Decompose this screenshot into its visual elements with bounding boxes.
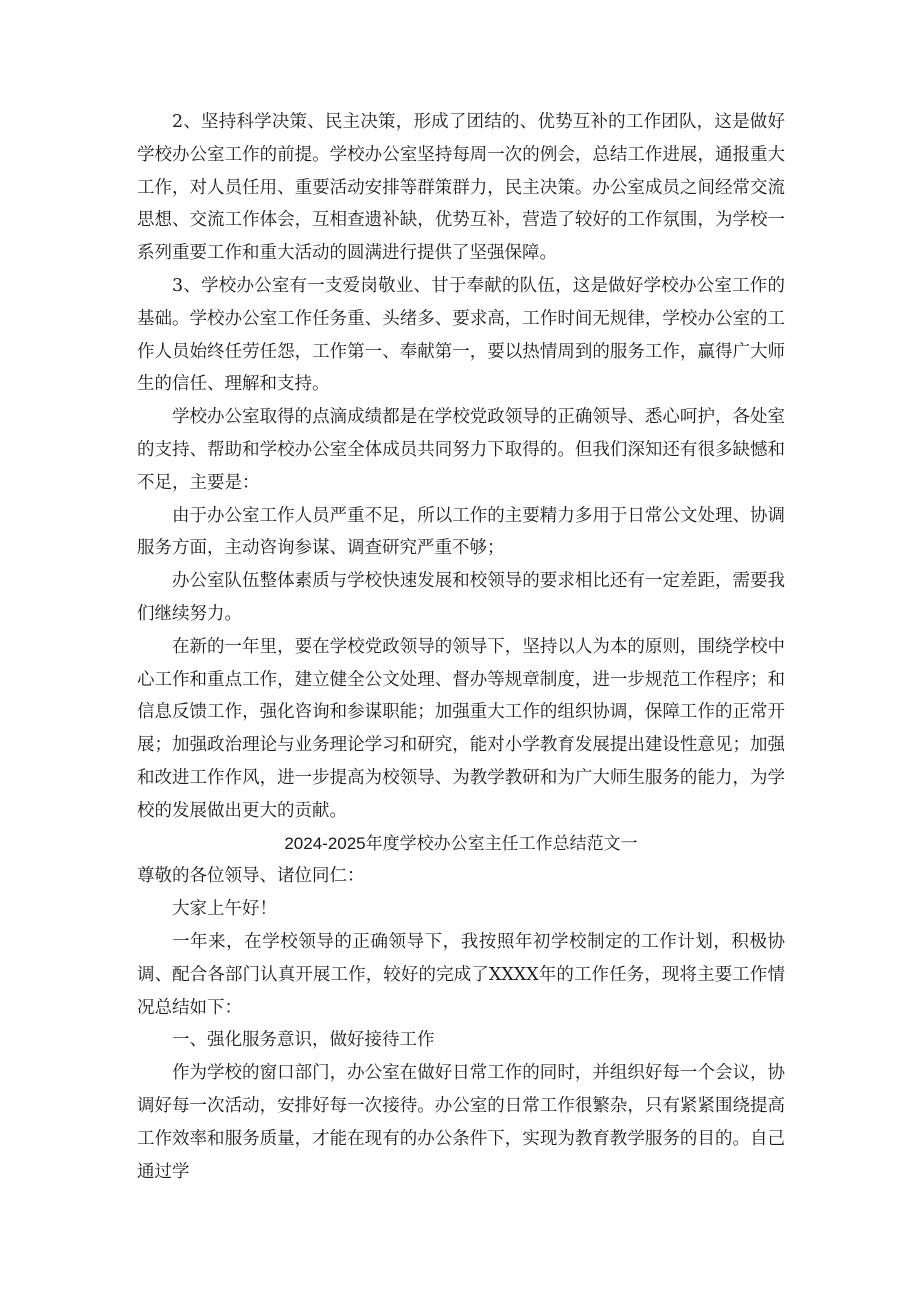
paragraph-shortcoming-1: 由于办公室工作人员严重不足，所以工作的主要精力多用于日常公文处理、协调服务方面，主动咨询参谋、调查研究严重不够； xyxy=(137,505,785,559)
section-heading-1: 一、强化服务意识，做好接待工作 xyxy=(172,1030,435,1051)
document-body xyxy=(137,106,785,1188)
paragraph-achievements: 学校办公室取得的点滴成绩都是在学校党政领导的正确领导、悉心呵护，各处室的支持、帮助和学校办公室全体成员共同努力下取得的。但我们深知还有很多缺憾和不足，主要是： xyxy=(137,407,785,493)
paragraph-point-3: 3、学校办公室有一支爱岗敬业、甘于奉献的队伍，这是做好学校办公室工作的基础。学校办公室工作任务重、头绪多、要求高，工作时间无规律，学校办公室的工作人员始终任劳任怨，工作第一、奉献第一，要以热情周到的服务工作，赢得广大师生的信任、理解和支持。 xyxy=(137,275,785,395)
paragraph-window-department: 作为学校的窗口部门，办公室在做好日常工作的同时，并组织好每一个会议，协调好每一次活动，安排好每一次接待。办公室的日常工作很繁杂，只有紧紧围绕提高工作效率和服务质量，才能在现有的办公条件下，实现为教育教学服务的目的。自己通过学 xyxy=(137,1063,785,1182)
paragraph-intro: 一年来，在学校领导的正确领导下，我按照年初学校制定的工作计划，积极协调、配合各部门认真开展工作，较好的完成了XXXX年的工作任务，现将主要工作情况总结如下： xyxy=(137,931,785,1018)
paragraph-shortcoming-2: 办公室队伍整体素质与学校快速发展和校领导的要求相比还有一定差距，需要我们继续努力。 xyxy=(137,571,785,624)
greeting: 大家上午好！ xyxy=(172,899,277,920)
paragraph-point-2: 2、坚持科学决策、民主决策，形成了团结的、优势互补的工作团队，这是做好学校办公室工作的前提。学校办公室坚持每周一次的例会，总结工作进展，通报重大工作，对人员任用、重要活动安排等群策群力，民主决策。办公室成员之间经常交流思想、交流工作体会，互相查遗补缺，优势互补，营造了较好的工作氛围，为学校一系列重要工作和重大活动的圆满进行提供了坚强保障。 xyxy=(137,112,785,264)
salutation: 尊敬的各位领导、诸位同仁： xyxy=(137,866,365,887)
paragraph-next-year: 在新的一年里，要在学校党政领导的领导下，坚持以人为本的原则，围绕学校中心工作和重点工作，建立健全公文处理、督办等规章制度，进一步规范工作程序；和信息反馈工作，强化咨询和参谋职能；加强重大工作的组织协调，保障工作的正常开展；加强政治理论与业务理论学习和研究，能对小学教育发展提出建设性意见；加强和改进工作作风，进一步提高为校领导、为教学教研和为广大师生服务的能力，为学校的发展做出更大的贡献。 xyxy=(137,636,785,821)
document-title: 2024-2025年度学校办公室主任工作总结范文一 xyxy=(284,833,638,853)
